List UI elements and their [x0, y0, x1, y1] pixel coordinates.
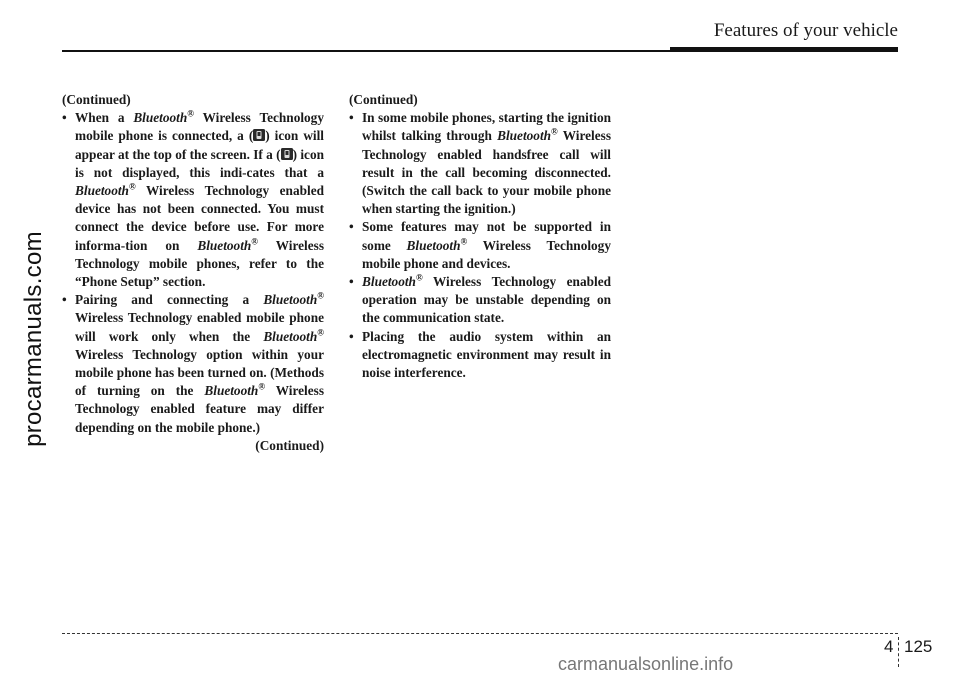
chapter-number: 4: [884, 637, 894, 656]
bottom-watermark: carmanualsonline.info: [558, 654, 734, 674]
bullet-noise-interference: • Placing the audio system within an electromagnetic environment may result in noise interference.: [349, 328, 611, 381]
page-number: 125: [904, 637, 933, 656]
bluetooth-phone-connected-icon: [253, 129, 265, 141]
continued-label-bottom: (Continued): [255, 437, 324, 453]
bullet-dot: •: [62, 292, 67, 308]
page-number-separator: [898, 637, 899, 667]
bullet-dot: •: [62, 110, 67, 126]
bullet-dot: •: [349, 274, 354, 290]
bullet-ignition-call: • In some mobile phones, starting the ignition whilst talking through Bluetooth® Wireless Technology enabled handsfree call will result in the call becoming disconnected. (Switch the call back to your mobile phone when starting the ignition.): [349, 110, 612, 217]
continued-label-top: (Continued): [62, 92, 131, 107]
bullet-features-support: • Some features may not be supported in some Bluetooth® Wireless Technology mobile phone and devices.: [349, 219, 611, 271]
bullet-dot: •: [349, 219, 354, 235]
bullet-dot: •: [349, 110, 354, 126]
header-title: Features of your vehicle: [713, 20, 898, 41]
header-rule: [62, 50, 898, 52]
bluetooth-phone-connected-icon: [281, 148, 293, 160]
bullet-unstable-operation: • Bluetooth® Wireless Technology enabled operation may be unstable depending on the communication state.: [349, 272, 611, 326]
left-column: [62, 91, 324, 455]
right-column: [349, 91, 611, 382]
footer-rule: [62, 633, 898, 634]
side-watermark: procarmanuals.com: [20, 231, 47, 447]
continued-label-top: (Continued): [349, 92, 418, 107]
bullet-dot: •: [349, 328, 354, 344]
bullet-pairing: • Pairing and connecting a Bluetooth® Wireless Technology enabled mobile phone will work only when the Bluetooth® Wireless Technology option within your mobile phone has been turned on. (Methods of turning on the Bluetooth® Wireless Technology enabled feature may differ depending on the mobile phone.): [62, 290, 324, 435]
bullet-bluetooth-connected: • When a Bluetooth® Wireless Technology mobile phone is connected, a ( ) icon will appear at the top of the screen. If a ( ) icon is not displayed, this indi-cates that a Bluetooth® Wireless Technology enabled device has not been connected. You must connect the device before use. For more informa-tion on Bluetooth® Wireless Technology mobile phones, refer to the “Phone Setup” section.: [62, 108, 325, 290]
